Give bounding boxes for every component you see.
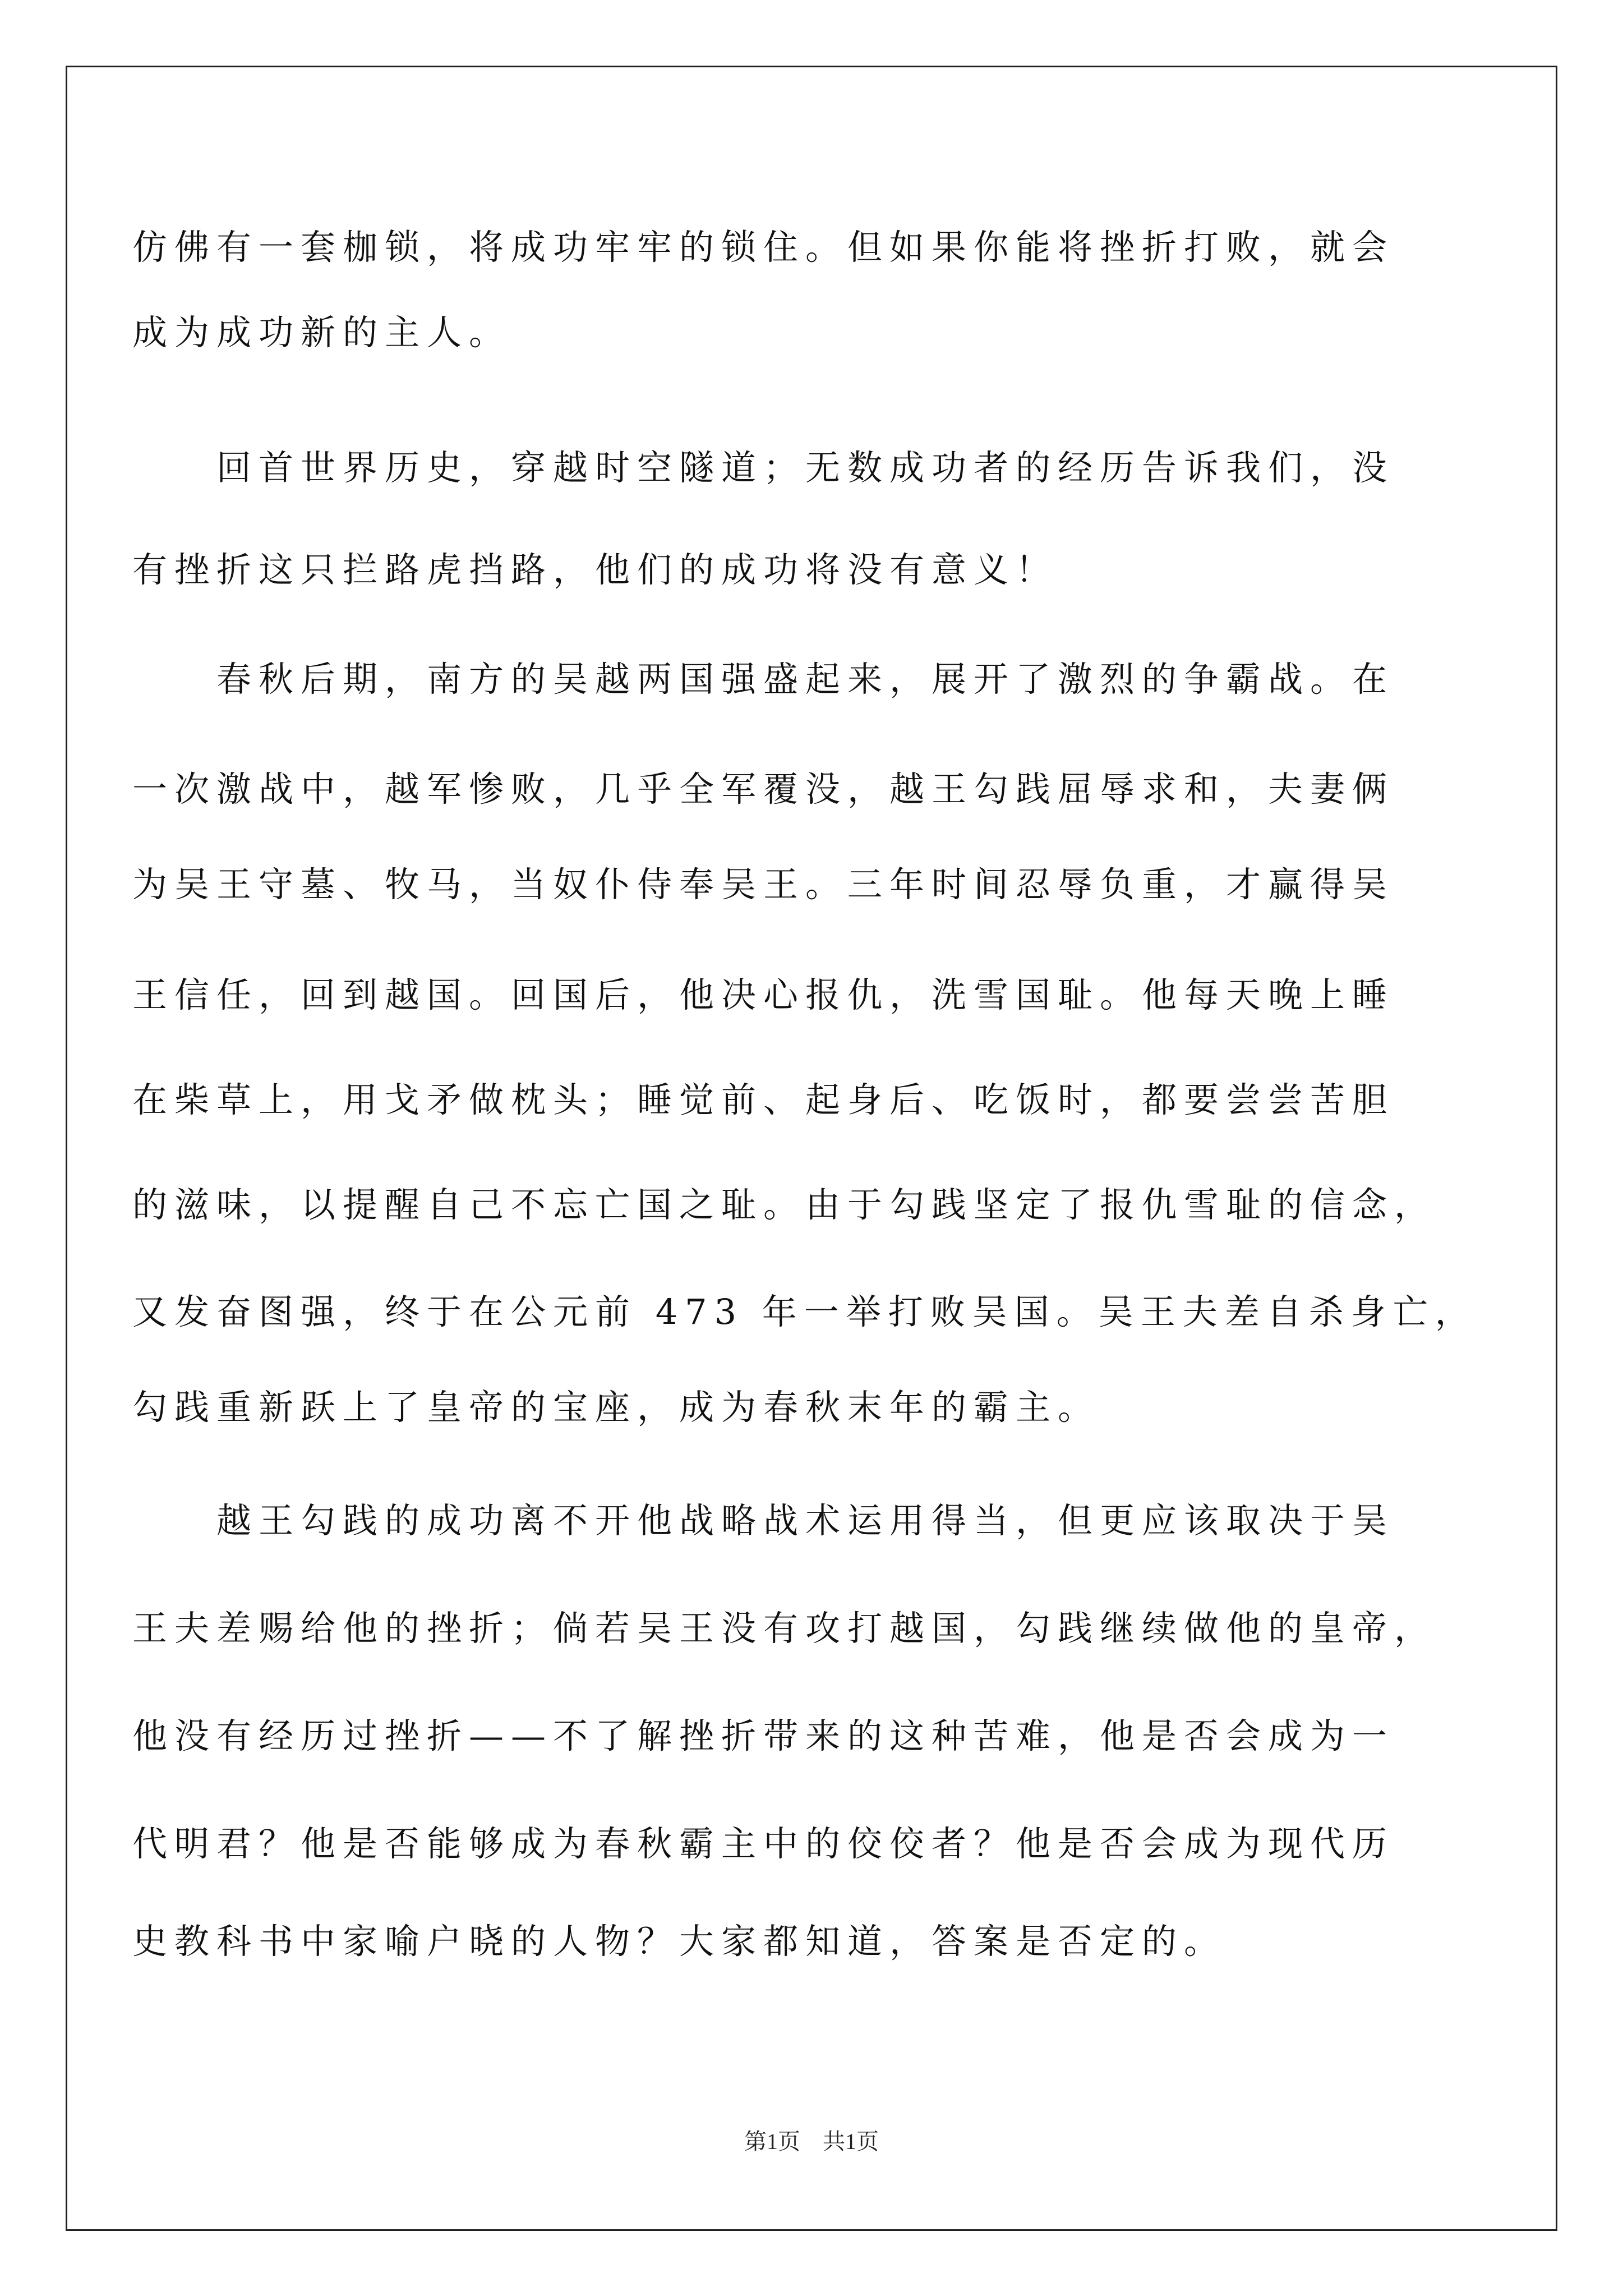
- text-line: 他没有经历过挫折——不了解挫折带来的这种苦难，他是否会成为一: [132, 1715, 1395, 1756]
- page-number-footer: 第1页 共1页: [744, 2129, 879, 2154]
- text-line: 王信任，回到越国。回国后，他决心报仇，洗雪国耻。他每天晚上睡: [132, 974, 1395, 1015]
- text-line: 的滋味，以提醒自己不忘亡国之耻。由于勾践坚定了报仇雪耻的信念，: [132, 1184, 1437, 1225]
- text-line: 有挫折这只拦路虎挡路，他们的成功将没有意义！: [132, 549, 1058, 590]
- text-line: 春秋后期，南方的吴越两国强盛起来，展开了激烈的争霸战。在: [132, 659, 1395, 700]
- text-line: 史教科书中家喻户晓的人物？大家都知道，答案是否定的。: [132, 1921, 1227, 1962]
- text-line: 成为成功新的主人。: [132, 312, 511, 353]
- text-line: 为吴王守墓、牧马，当奴仆侍奉吴王。三年时间忍辱负重，才赢得吴: [132, 864, 1395, 905]
- text-line: 勾践重新跃上了皇帝的宝座，成为春秋末年的霸主。: [132, 1387, 1100, 1428]
- text-line: 仿佛有一套枷锁，将成功牢牢的锁住。但如果你能将挫折打败，就会: [132, 227, 1395, 268]
- text-line: 又发奋图强，终于在公元前 473 年一举打败吴国。吴王夫差自杀身亡，: [132, 1291, 1477, 1332]
- text-line: 一次激战中，越军惨败，几乎全军覆没，越王勾践屈辱求和，夫妻俩: [132, 769, 1395, 809]
- text-line: 回首世界历史，穿越时空隧道；无数成功者的经历告诉我们，没: [132, 447, 1395, 488]
- text-line: 王夫差赐给他的挫折；倘若吴王没有攻打越国，勾践继续做他的皇帝，: [132, 1608, 1437, 1649]
- page-border: [66, 66, 1557, 2231]
- text-line: 越王勾践的成功离不开他战略战术运用得当，但更应该取决于吴: [132, 1500, 1395, 1541]
- text-line: 代明君？他是否能够成为春秋霸主中的佼佼者？他是否会成为现代历: [132, 1823, 1395, 1864]
- text-line: 在柴草上，用戈矛做枕头；睡觉前、起身后、吃饭时，都要尝尝苦胆: [132, 1079, 1395, 1120]
